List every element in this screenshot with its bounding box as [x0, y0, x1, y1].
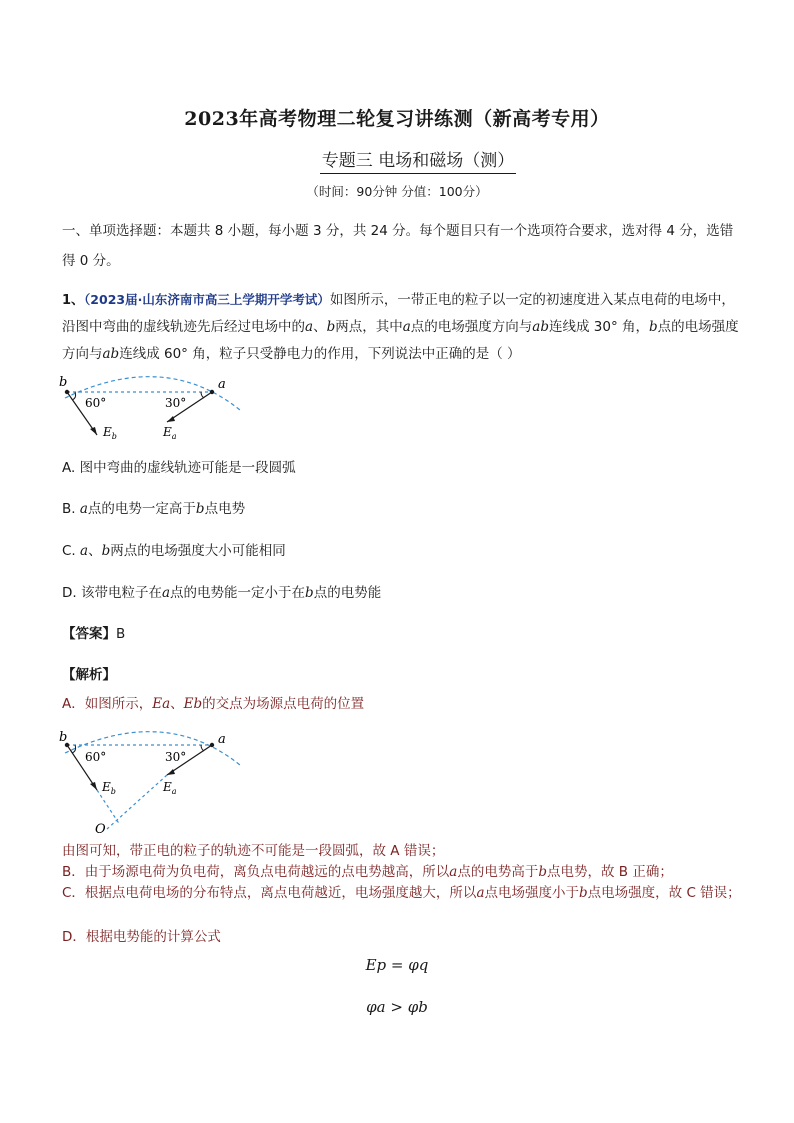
- question-1-stem: [62, 286, 748, 368]
- extension-ea: [107, 775, 167, 829]
- angle-arc-a-2: [201, 745, 204, 751]
- option-c[interactable]: [62, 539, 286, 559]
- angle-arc-a: [201, 392, 204, 398]
- angle-a-label: 30°: [165, 396, 187, 410]
- var-b-2: b: [649, 319, 658, 335]
- analysis-a-prefix: A．如图所示，: [62, 696, 153, 712]
- option-b-prefix: B.: [62, 501, 80, 517]
- field-eb-label-2: [101, 780, 116, 796]
- analysis-c-post: 点电场强度，故 C 错误；: [587, 885, 741, 901]
- option-b-mid: 点的电势一定高于: [87, 501, 196, 517]
- option-d-var-b: b: [305, 585, 314, 601]
- ea-main-2: E: [163, 780, 172, 794]
- option-c-var-a: a: [80, 543, 89, 559]
- formula-ep: Ep = φq: [365, 956, 429, 974]
- analysis-c-mid: 点电场强度小于: [484, 885, 579, 901]
- analysis-line-1: 由图可知，带正电的粒子的轨迹不可能是一段圆弧，故 A 错误；: [62, 843, 445, 859]
- analysis-b-post: 点电势，故 B 正确；: [546, 864, 673, 880]
- angle-a-label-2: 30°: [165, 750, 187, 764]
- var-a-2: a: [402, 319, 411, 335]
- angle-b-label-2: 60°: [85, 750, 107, 764]
- stem-text-6: 连线成 60° 角，粒子只受静电力的作用，下列说法中正确的是（ ）: [119, 346, 521, 362]
- option-b-var-a: a: [79, 501, 88, 517]
- analysis-b-var-b: b: [538, 864, 547, 880]
- eb-main-2: E: [102, 780, 111, 794]
- option-b-post: 点电势: [204, 501, 246, 517]
- subtitle-wrap: [0, 146, 794, 174]
- answer-row: [62, 622, 125, 642]
- field-ea-label-2: [162, 780, 177, 796]
- option-d-post: 点的电势能: [313, 585, 382, 601]
- option-d[interactable]: [62, 581, 381, 601]
- field-vector-eb-head: [90, 427, 97, 435]
- stem-text-3: 点的电场强度方向与: [410, 319, 533, 335]
- label-a: a: [218, 377, 226, 392]
- exam-meta: （时间：90分钟 分值：100分）: [306, 184, 488, 199]
- field-ea-label: [162, 425, 177, 441]
- analysis-figure: [55, 725, 255, 837]
- stem-sep: 、: [313, 319, 327, 335]
- analysis-ea: Ea: [152, 696, 171, 712]
- analysis-a-line: [62, 693, 742, 715]
- option-c-prefix: C.: [62, 543, 81, 559]
- label-b-2: b: [59, 730, 68, 745]
- option-c-post: 两点的电场强度大小可能相同: [110, 543, 286, 559]
- eb-sub-2: b: [110, 787, 116, 796]
- option-c-mid: 、: [88, 543, 102, 559]
- answer-label: 【答案】: [62, 626, 116, 642]
- answer-value: B: [116, 626, 126, 642]
- analysis-b-line: [62, 861, 742, 883]
- label-a-2: a: [218, 732, 226, 747]
- analysis-eb: Eb: [183, 696, 203, 712]
- analysis-b-var-a: a: [449, 864, 458, 880]
- ea-sub: a: [171, 432, 177, 441]
- stem-text-4: 连线成 30° 角，: [548, 319, 649, 335]
- angle-arc-b: [72, 392, 76, 400]
- question-source: （2023届·山东济南市高三上学期开学考试）: [84, 292, 330, 307]
- option-c-var-b: b: [101, 543, 111, 559]
- option-a[interactable]: A. 图中弯曲的虚线轨迹可能是一段圆弧: [62, 460, 296, 476]
- option-d-mid: 点的电势能一定小于在: [170, 585, 306, 601]
- section-intro: 一、单项选择题：本题共 8 小题，每小题 3 分，共 24 分。每个题目只有一个选项符合要求，选对得 4 分，选错得 0 分。: [62, 223, 734, 269]
- analysis-label: 【解析】: [62, 667, 116, 683]
- option-b[interactable]: [62, 497, 245, 517]
- var-ab: ab: [532, 319, 549, 335]
- formula-phi: φa > φb: [366, 998, 428, 1016]
- angle-b-label: 60°: [85, 396, 107, 410]
- ea-sub-2: a: [171, 787, 177, 796]
- var-a: a: [305, 319, 314, 335]
- question-number: 1、: [62, 293, 85, 308]
- page-title: 2023年高考物理二轮复习讲练测（新高考专用）: [184, 108, 610, 130]
- label-b: b: [59, 375, 68, 390]
- field-vector-eb-head-2: [90, 782, 97, 790]
- analysis-c-line: [62, 882, 742, 904]
- analysis-b-prefix: B．由于场源电荷为负电荷，离负点电荷越远的点电势越高，所以: [62, 864, 450, 880]
- analysis-c-var-b: b: [579, 885, 588, 901]
- stem-text-5: 点的电场强度方向与: [62, 319, 739, 362]
- eb-main: E: [103, 425, 112, 439]
- analysis-sep: 、: [170, 696, 184, 712]
- analysis-a-rest: 的交点为场源点电荷的位置: [202, 696, 365, 712]
- analysis-b-mid: 点的电势高于: [457, 864, 539, 880]
- label-o: O: [95, 822, 106, 837]
- var-ab-2: ab: [102, 346, 120, 362]
- var-b: b: [326, 319, 336, 335]
- option-b-var-b: b: [195, 501, 205, 517]
- field-eb-label: [102, 425, 117, 441]
- analysis-c-var-a: a: [476, 885, 485, 901]
- option-d-prefix: D. 该带电粒子在: [62, 585, 162, 601]
- analysis-c-prefix: C．根据点电荷电场的分布特点，离点电荷越近，电场强度越大，所以: [62, 885, 477, 901]
- question-1-figure: [55, 370, 255, 445]
- stem-text-1: 如图所示，一带正电的粒子以一定的初速度进入某点电荷的电场中，沿图中弯曲的虚线轨迹先后经过电场中的: [62, 292, 735, 335]
- stem-text-2: 两点，其中: [335, 319, 403, 335]
- page-subtitle: 专题三 电场和磁场（测）: [320, 146, 516, 174]
- analysis-d-line: D．根据电势能的计算公式: [62, 929, 221, 945]
- ea-main: E: [163, 425, 172, 439]
- eb-sub: b: [111, 432, 117, 441]
- option-d-var-a: a: [161, 585, 171, 601]
